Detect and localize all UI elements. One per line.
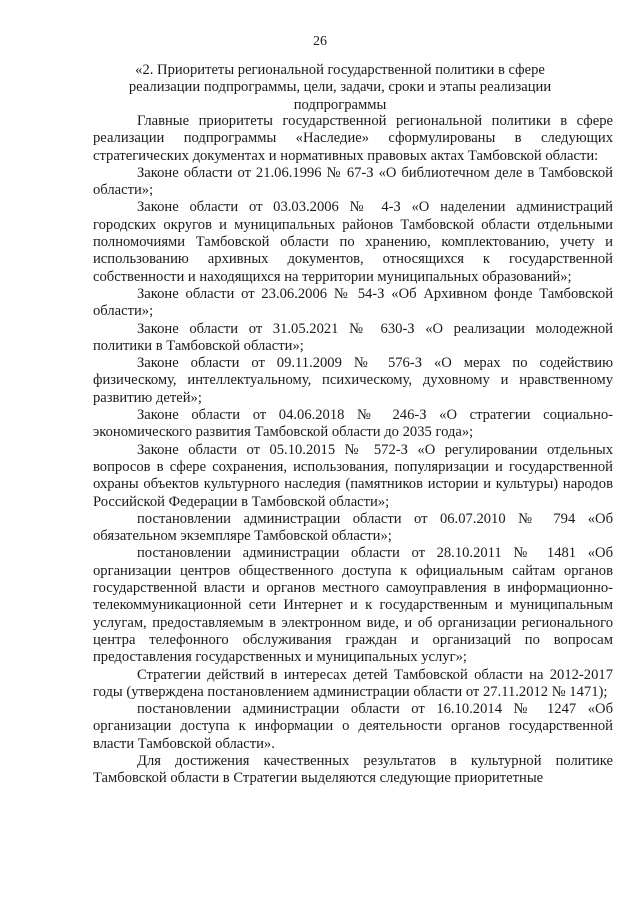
- list-item-archive-fund-law: Законе области от 23.06.2006 № 54-З «Об Архивном фонде Тамбовской области»;: [93, 285, 613, 320]
- list-item-cultural-heritage-law: Законе области от 05.10.2015 № 572-З «О регулировании отдельных вопросов в сфере сохранения, использования, популяризации и государственной охраны объектов культурного наследия (памятников истории и культуры) народов Российской Федерации в Тамбовской области»;: [93, 441, 613, 510]
- list-item-information-access-resolution: постановлении администрации области от 16.10.2014 № 1247 «Об организации доступа к информации о деятельности органов государственной власти Тамбовской области».: [93, 701, 613, 752]
- section-heading: «2. Приоритеты региональной государственной политики в сфере реализации подпрограммы, цели, задачи, сроки и этапы реализации подпрограммы: [128, 62, 552, 113]
- list-item-strategy-2035-law: Законе области от 04.06.2018 № 246-З «О стратегии социально-экономического развития Тамбовской области до 2035 года»;: [93, 407, 613, 441]
- list-item-child-development-law: Законе области от 09.11.2009 № 576-З «О мерах по содействию физическому, интеллектуальному, психическому, духовному и нравственному развитию детей»;: [93, 355, 613, 406]
- list-item-library-law: Законе области от 21.06.1996 № 67-З «О библиотечном деле в Тамбовской области»;: [93, 164, 613, 199]
- list-item-archive-powers-law: Законе области от 03.03.2006 № 4-З «О наделении администраций городских округов и муниципальных районов Тамбовской области отдельными полномочиями Тамбовской области по хранению, комплектованию, учету и использованию архивных документов, относящихся к государственной собственности и находящихся на территории муниципальных образований»;: [93, 199, 613, 285]
- list-item-public-access-centers-resolution: постановлении администрации области от 28.10.2011 № 1481 «Об организации центров общественного доступа к официальным сайтам органов государственной власти и органов местного самоуправления в информационно-телекоммуникационной сети Интернет и к государственным и муниципальным услугам, предоставляемым в электронном виде, и об организации регионального центра телефонного обслуживания граждан и организаций по вопросам предоставления государственных и муниципальных услуг»;: [93, 545, 613, 666]
- list-item-youth-policy-law: Законе области от 31.05.2021 № 630-З «О реализации молодежной политики в Тамбовской области»;: [93, 320, 613, 354]
- page-number: 26: [313, 34, 327, 49]
- list-item-children-strategy: Стратегии действий в интересах детей Тамбовской области на 2012-2017 годы (утверждена постановлением администрации области от 27.11.2012 № 1471);: [93, 666, 613, 700]
- list-item-mandatory-copy-resolution: постановлении администрации области от 06.07.2010 № 794 «Об обязательном экземпляре Тамбовской области»;: [93, 510, 613, 545]
- closing-paragraph: Для достижения качественных результатов в культурной политике Тамбовской области в Стратегии выделяются следующие приоритетные: [93, 752, 613, 787]
- document-body: [93, 113, 613, 788]
- intro-paragraph: Главные приоритеты государственной региональной политики в сфере реализации подпрограммы «Наследие» сформулированы в следующих стратегических документах и нормативных правовых актах Тамбовской области:: [93, 113, 613, 164]
